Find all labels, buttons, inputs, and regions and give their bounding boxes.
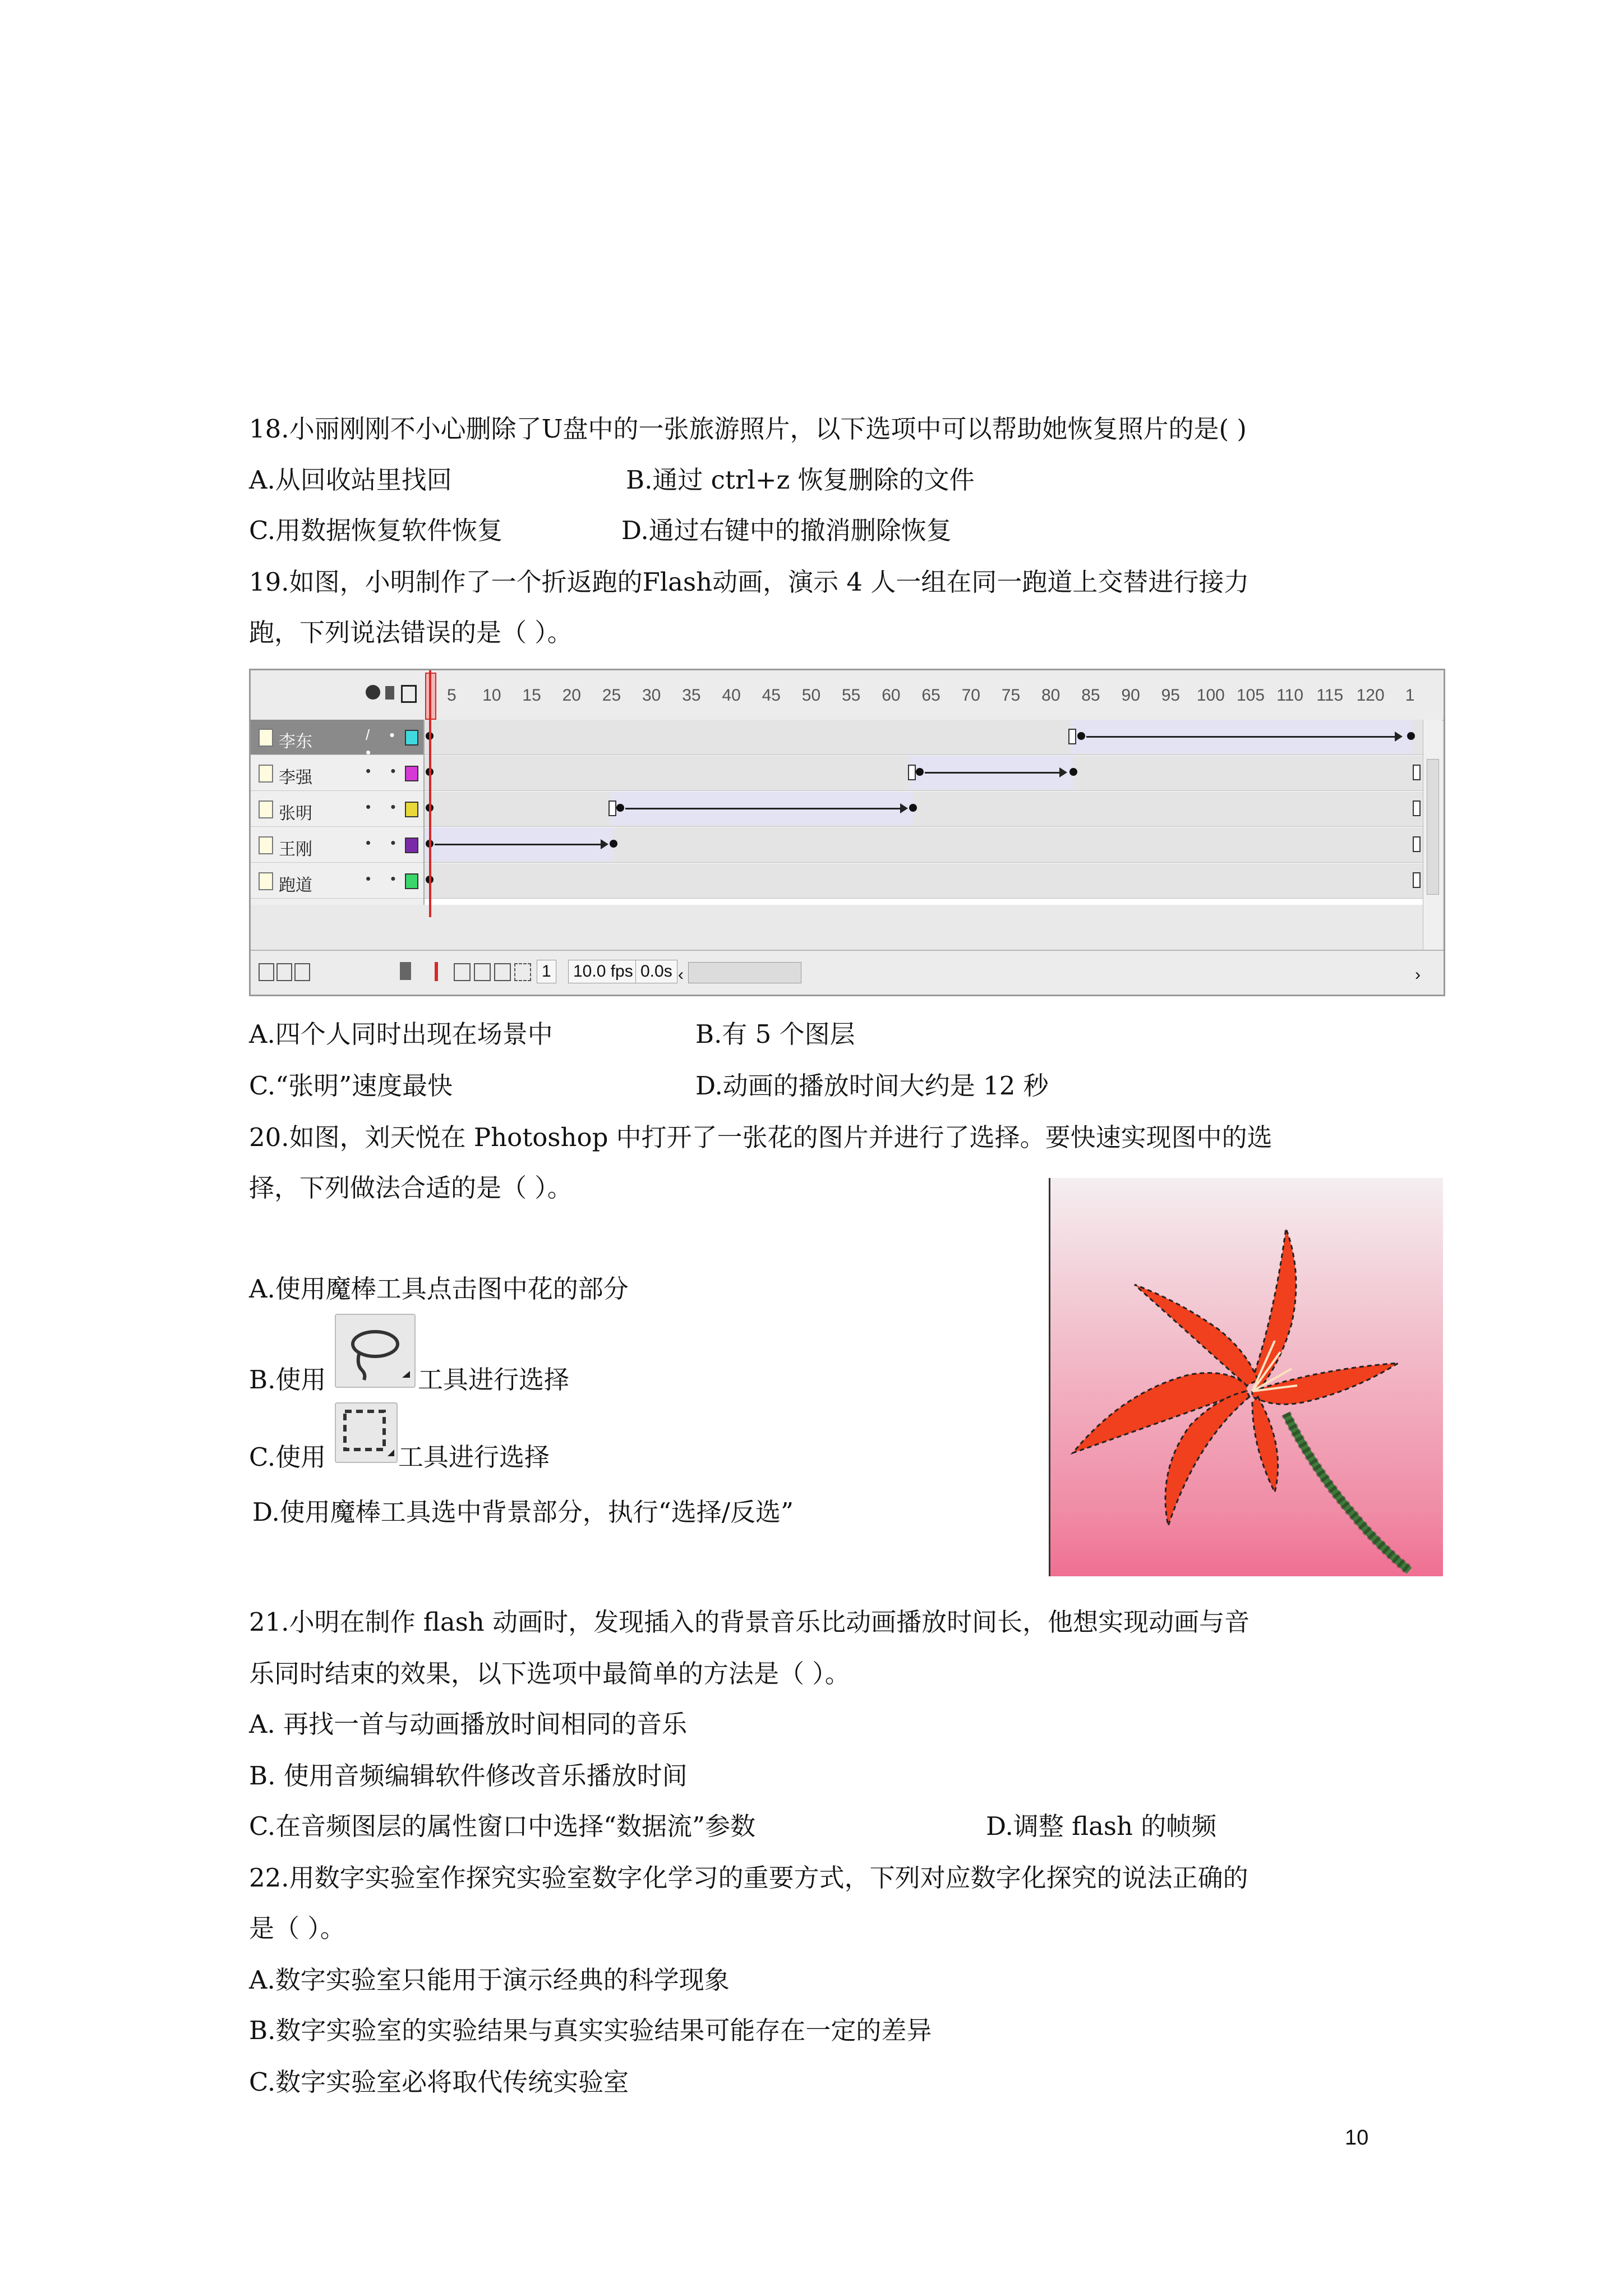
layer-name: 李强 xyxy=(279,769,312,787)
keyframe xyxy=(1077,732,1085,740)
q21-stem-line1: 21.小明在制作 flash 动画时，发现插入的背景音乐比动画播放时间长，他想实现动画与音 xyxy=(249,1607,1250,1637)
frame-ruler xyxy=(425,670,1423,720)
frame-tick-label: 40 xyxy=(722,686,741,705)
q22-option-b: B.数字实验室的实验结果与真实实验结果可能存在一定的差异 xyxy=(249,2016,932,2045)
eye-icon xyxy=(366,685,380,700)
scroll-right-icon[interactable]: › xyxy=(1415,965,1421,984)
q19-option-d: D.动画的播放时间大约是 12 秒 xyxy=(695,1071,1049,1101)
layer-color-swatch xyxy=(405,730,418,746)
frame-row-lidong xyxy=(425,720,1423,755)
tween-arrow xyxy=(435,844,606,845)
q18-stem: 18.小丽刚刚不小心删除了U盘中的一张旅游照片，以下选项中可以帮助她恢复照片的是( ) xyxy=(249,414,1247,444)
modify-markers-icon[interactable] xyxy=(514,963,531,981)
playhead-line xyxy=(429,670,431,917)
layer-color-swatch xyxy=(405,838,418,853)
frame-tick-label: 20 xyxy=(562,686,581,705)
end-frame xyxy=(1413,800,1421,816)
flash-timeline-figure xyxy=(249,669,1445,996)
end-frame xyxy=(1413,765,1421,780)
q18-option-d: D.通过右键中的撤消删除恢复 xyxy=(621,516,952,545)
frame-tick-label: 100 xyxy=(1196,686,1225,705)
frame-tick-label: 80 xyxy=(1041,686,1061,705)
end-keyframe xyxy=(608,800,616,816)
tween-arrow xyxy=(925,772,1065,774)
elapsed-time-field[interactable]: 0.0s xyxy=(635,960,677,983)
frame-tick-label: 30 xyxy=(642,686,661,705)
tween-arrow xyxy=(1086,736,1400,738)
flower-selection-image xyxy=(1049,1178,1443,1576)
frame-tick-label: 85 xyxy=(1081,686,1100,705)
frame-row-zhangming xyxy=(425,792,1423,827)
q20-option-a: A.使用魔棒工具点击图中花的部分 xyxy=(249,1274,629,1304)
layer-color-swatch xyxy=(405,873,418,889)
frame-row-liqiang xyxy=(425,756,1423,791)
frame-tick-label: 10 xyxy=(482,686,501,705)
keyframe xyxy=(1069,768,1077,776)
visibility-dots: • • xyxy=(366,834,404,851)
marquee-tool-icon xyxy=(335,1402,398,1463)
q19-stem-line2: 跑，下列说法错误的是（ ）。 xyxy=(249,618,573,647)
frame-tick-label: 35 xyxy=(682,686,701,705)
q18-option-a: A.从回收站里找回 xyxy=(249,465,452,495)
q22-option-a: A.数字实验室只能用于演示经典的科学现象 xyxy=(249,1965,730,1995)
q19-option-c: C.“张明”速度最快 xyxy=(249,1071,453,1101)
layer-name: 李东 xyxy=(279,733,312,751)
keyframe xyxy=(909,804,917,812)
frame-tick-label: 110 xyxy=(1276,686,1304,705)
q18-option-b: B.通过 ctrl+z 恢复删除的文件 xyxy=(626,465,975,495)
q21-option-c: C.在音频图层的属性窗口中选择“数据流”参数 xyxy=(249,1811,756,1841)
frame-tick-label: 60 xyxy=(882,686,901,705)
layer-icon xyxy=(259,765,273,783)
q21-option-b: B. 使用音频编辑软件修改音乐播放时间 xyxy=(249,1761,688,1791)
layer-row-lidong[interactable] xyxy=(251,720,423,761)
layer-icon xyxy=(259,872,273,890)
visibility-dots: • • xyxy=(366,798,404,815)
q20-option-d: D.使用魔棒工具选中背景部分，执行“选择/反选” xyxy=(252,1497,794,1527)
layer-name: 跑道 xyxy=(279,876,312,895)
lock-icon xyxy=(385,686,394,700)
q20-option-c-prefix: C.使用 xyxy=(249,1442,326,1472)
layer-icon xyxy=(259,729,273,747)
frame-tick-label: 45 xyxy=(762,686,781,705)
q21-option-a: A. 再找一首与动画播放时间相同的音乐 xyxy=(249,1709,688,1739)
q20-option-b-prefix: B.使用 xyxy=(249,1365,326,1395)
layer-row-track[interactable] xyxy=(251,863,423,899)
frame-tick-label: 25 xyxy=(602,686,621,705)
frame-grid[interactable] xyxy=(425,720,1423,905)
q21-option-d: D.调整 flash 的帧频 xyxy=(986,1811,1217,1841)
layer-color-swatch xyxy=(405,766,418,781)
keyframe xyxy=(1407,732,1415,740)
frame-tick-label: 70 xyxy=(961,686,980,705)
q22-stem-line2: 是（ ）。 xyxy=(249,1913,345,1943)
layer-name: 张明 xyxy=(279,804,312,823)
end-keyframe xyxy=(908,765,916,780)
center-frame-icon[interactable] xyxy=(435,962,438,981)
add-folder-icon[interactable] xyxy=(294,963,310,981)
frame-tick-label: 55 xyxy=(842,686,861,705)
visibility-dots: • • xyxy=(366,762,404,779)
onion-skin-icon[interactable] xyxy=(454,963,471,981)
layer-row-liqiang[interactable] xyxy=(251,756,423,791)
frame-rate-field[interactable]: 10.0 fps xyxy=(568,960,638,983)
frame-tick-label: 65 xyxy=(921,686,940,705)
q19-option-b: B.有 5 个图层 xyxy=(695,1019,855,1049)
keyframe xyxy=(916,768,924,776)
frame-tick-label: 95 xyxy=(1161,686,1180,705)
q20-option-b-suffix: 工具进行选择 xyxy=(418,1365,570,1395)
q21-stem-line2: 乐同时结束的效果，以下选项中最简单的方法是（ ）。 xyxy=(249,1659,850,1688)
page-number: 10 xyxy=(1345,2126,1369,2150)
frame-tick-label: 75 xyxy=(1001,686,1021,705)
layer-panel xyxy=(251,720,425,905)
frame-tick-label: 15 xyxy=(522,686,541,705)
visibility-dots: • • xyxy=(366,870,404,887)
keyframe xyxy=(616,804,624,812)
frame-tick-label: 120 xyxy=(1356,686,1385,705)
q20-stem-line2: 择，下列做法合适的是（ ）。 xyxy=(249,1173,573,1203)
q19-stem-line1: 19.如图，小明制作了一个折返跑的Flash动画，演示 4 人一组在同一跑道上交替进行接力 xyxy=(249,567,1249,597)
q22-option-c: C.数字实验室必将取代传统实验室 xyxy=(249,2067,629,2097)
vertical-scrollbar[interactable] xyxy=(1423,720,1442,967)
keyframe xyxy=(610,840,617,848)
tween-arrow xyxy=(625,808,906,809)
layer-row-zhangming[interactable] xyxy=(251,792,423,827)
q18-option-c: C.用数据恢复软件恢复 xyxy=(249,516,503,545)
q22-stem-line1: 22.用数字实验室作探究实验室数字化学习的重要方式，下列对应数字化探究的说法正确的 xyxy=(249,1863,1248,1893)
layer-icon xyxy=(259,800,273,818)
pencil-icon: / • • xyxy=(366,726,403,761)
frame-tick-label: 1 xyxy=(1405,686,1415,705)
horizontal-scroll-thumb[interactable] xyxy=(688,962,801,983)
frame-row-track xyxy=(425,863,1423,899)
trash-icon[interactable] xyxy=(400,962,411,980)
frame-tick-label: 105 xyxy=(1237,686,1265,705)
layer-row-wanggang[interactable] xyxy=(251,827,423,863)
q20-option-c-suffix: 工具进行选择 xyxy=(398,1442,550,1472)
q19-option-a: A.四个人同时出现在场景中 xyxy=(249,1019,553,1049)
timeline-status-bar xyxy=(251,950,1444,995)
frame-row-wanggang xyxy=(425,827,1423,863)
edit-multiple-icon[interactable] xyxy=(494,963,511,981)
frame-tick-label: 115 xyxy=(1316,686,1344,705)
add-guide-icon[interactable] xyxy=(276,963,292,981)
layer-color-swatch xyxy=(405,802,418,817)
end-frame xyxy=(1413,872,1421,888)
frame-tick-label: 50 xyxy=(801,686,821,705)
layer-name: 王刚 xyxy=(279,840,312,859)
outline-icon xyxy=(401,685,417,703)
end-frame xyxy=(1413,836,1421,852)
current-frame-field[interactable]: 1 xyxy=(537,960,556,983)
q20-stem-line1: 20.如图，刘天悦在 Photoshop 中打开了一张花的图片并进行了选择。要快速实现图中的选 xyxy=(249,1122,1272,1152)
add-layer-icon[interactable] xyxy=(259,963,274,981)
end-keyframe xyxy=(1068,729,1076,744)
scroll-left-icon[interactable]: ‹ xyxy=(678,965,684,984)
layer-icon xyxy=(259,836,273,854)
lasso-tool-icon xyxy=(335,1314,416,1388)
frame-tick-label: 5 xyxy=(447,686,457,705)
frame-tick-label: 90 xyxy=(1121,686,1140,705)
onion-outline-icon[interactable] xyxy=(474,963,491,981)
